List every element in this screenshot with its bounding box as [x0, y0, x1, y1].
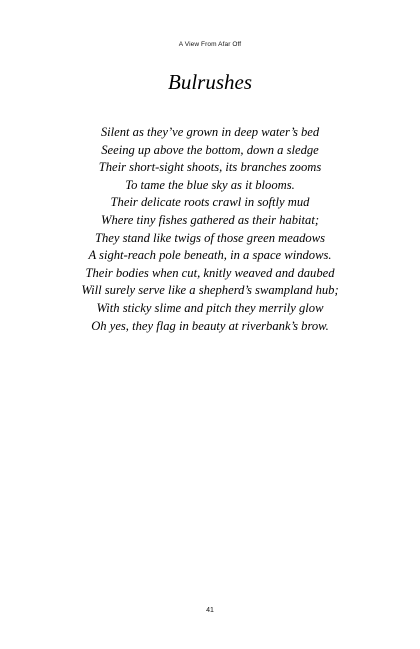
poem-line: Their bodies when cut, knitly weaved and daubed	[85, 265, 335, 280]
poem-line: Their short-sight shoots, its branches zooms	[98, 160, 322, 175]
poem-line: They stand like twigs of those green meadows	[94, 230, 326, 245]
running-header: A View From Afar Off	[178, 41, 242, 48]
poem-line: With sticky slime and pitch they merrily glow	[96, 300, 324, 315]
poem-line: To tame the blue sky as it blooms.	[125, 177, 295, 192]
poem-line: A sight-reach pole beneath, in a space windows.	[88, 248, 332, 263]
poem-line: Will surely serve like a shepherd’s swampland hub;	[81, 283, 339, 298]
poem-title: Bulrushes	[168, 70, 252, 94]
poem-line: Their delicate roots crawl in softly mud	[110, 195, 310, 210]
poem-line: Oh yes, they flag in beauty at riverbank’s brow.	[91, 318, 329, 333]
poem-body	[0, 124, 420, 335]
poem-line: Silent as they’ve grown in deep water’s bed	[100, 125, 320, 139]
poem-line: Where tiny fishes gathered as their habitat;	[100, 212, 320, 227]
page-number: 41	[206, 607, 214, 614]
poem-line: Seeing up above the bottom, down a sledge	[101, 142, 319, 157]
